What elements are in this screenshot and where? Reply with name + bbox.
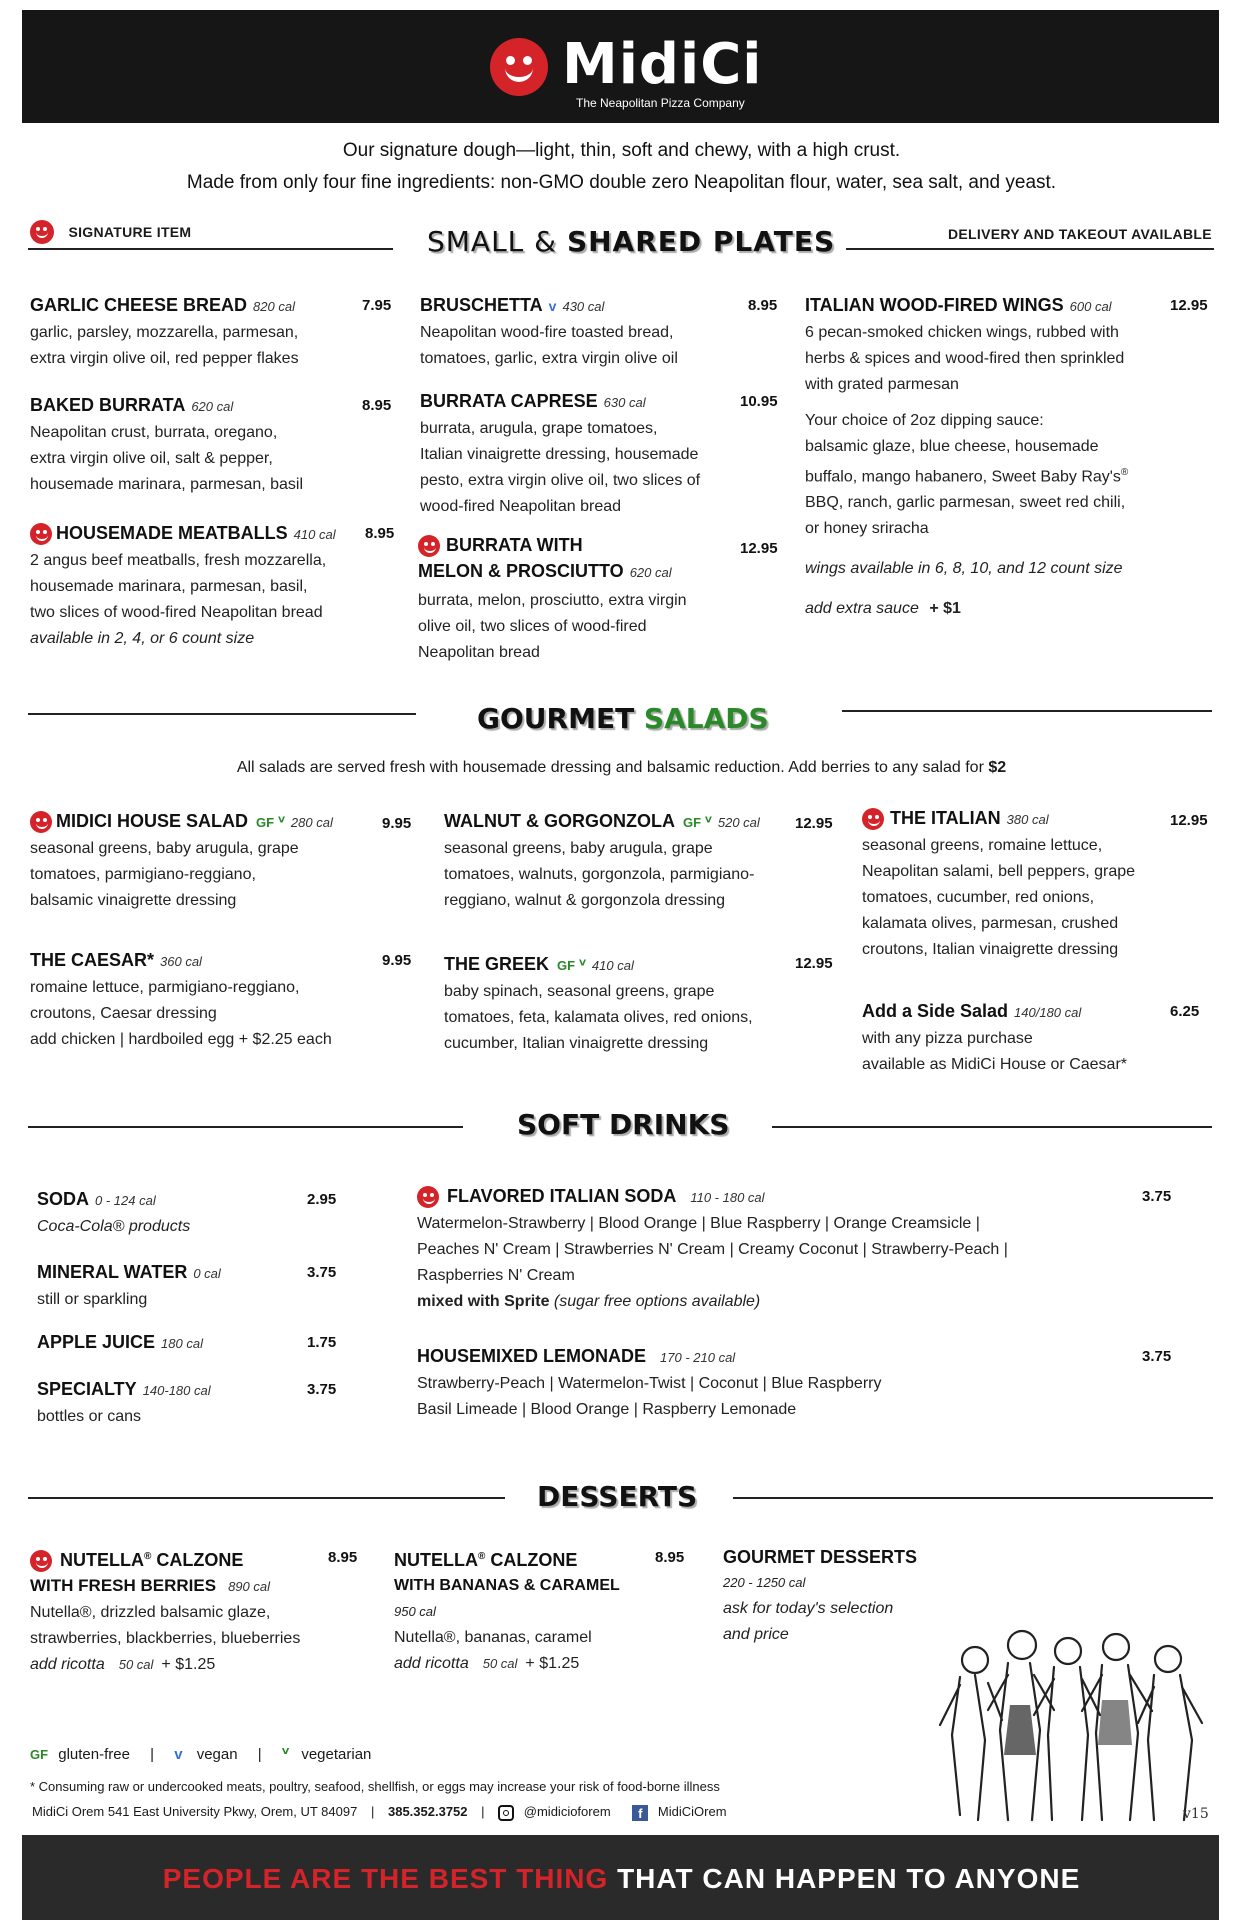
vegetarian-icon: ⱽ: [281, 1746, 290, 1763]
vegetarian-icon: ⱽ: [579, 957, 586, 973]
price: 3.75: [1142, 1348, 1172, 1365]
dietary-legend: GF gluten-free | v vegan | ⱽ vegetarian: [30, 1746, 372, 1763]
menu-item-housemade-meatballs: HOUSEMADE MEATBALLS 410 cal 2 angus beef meatballs, fresh mozzarella, housemade marinara, parmesan, basil, two slices of wood-fired Neapolitan bread available in 2, 4, or 6 count size: [30, 523, 336, 647]
vegetarian-icon: ⱽ: [705, 814, 712, 830]
divider: [28, 248, 393, 250]
signature-smiley-icon: [30, 523, 52, 545]
gluten-free-icon: GF: [557, 958, 576, 973]
smiley-logo-icon: [490, 38, 548, 96]
menu-item-baked-burrata: BAKED BURRATA 620 cal Neapolitan crust, burrata, oregano, extra virgin olive oil, salt & pepper, housemade marinara, parmesan, basil: [30, 395, 304, 493]
intro-line-1: Our signature dough—light, thin, soft and chewy, with a high crust.: [342, 140, 901, 161]
footer-slogan: PEOPLE ARE THE BEST THING THAT CAN HAPPEN TO ANYONE: [162, 1863, 1081, 1894]
salads-note: All salads are served fresh with housemade dressing and balsamic reduction. Add berries to any salad for $2: [236, 759, 1007, 776]
facebook-icon: f: [632, 1805, 648, 1821]
facebook-handle: MidiCiOrem: [657, 1804, 727, 1819]
menu-item-side-salad: Add a Side Salad 140/180 cal with any pizza purchase available as MidiCi House or Caesar*: [862, 1001, 1128, 1073]
price: 10.95: [740, 393, 778, 410]
address: MidiCi Orem 541 East University Pkwy, Orem, UT 84097: [32, 1804, 358, 1819]
signature-smiley-icon: [862, 808, 884, 830]
instagram-icon: [498, 1805, 514, 1821]
version-label: v15: [1183, 1806, 1209, 1822]
section-title-salads: GOURMET SALADS: [477, 702, 769, 735]
menu-item-italian-wood-fired-wings: ITALIAN WOOD-FIRED WINGS 600 cal 6 pecan-smoked chicken wings, rubbed with herbs & spices and wood-fired then sprinkled with grated parmesan Your choice of 2oz dipping sauce: balsamic glaze, blue cheese, housemade buffalo, mango habanero, Sweet Baby Ray's® BBQ, ranch, garlic parmesan, sweet red chili, or honey sriracha wings available in 6, 8, 10, and 12 count size add extra sauce + $1: [805, 295, 1129, 618]
menu-item-burrata-melon-prosciutto: BURRATA WITH MELON & PROSCIUTTO 620 cal burrata, melon, prosciutto, extra virgin olive oil, two slices of wood-fired Neapolitan bread: [418, 535, 687, 661]
menu-item-the-greek: THE GREEK GF ⱽ 410 cal baby spinach, seasonal greens, grape tomatoes, feta, kalamata olives, red onions, cucumber, Italian vinaigrette dressing: [444, 954, 753, 1052]
price: 12.95: [740, 540, 778, 557]
brand-tagline: The Neapolitan Pizza Company: [576, 96, 745, 110]
divider: [733, 1497, 1213, 1499]
divider: [846, 248, 1214, 250]
price: 6.25: [1170, 1003, 1200, 1020]
menu-item-burrata-caprese: BURRATA CAPRESE 630 cal burrata, arugula, grape tomatoes, Italian vinaigrette dressing, housemade pesto, extra virgin olive oil, two slices of wood-fired Neapolitan bread: [420, 391, 701, 515]
signature-smiley-icon: [30, 1550, 52, 1572]
price: 12.95: [1170, 297, 1208, 314]
section-title-desserts: DESSERTS: [537, 1480, 698, 1513]
dessert-item-gourmet-desserts: GOURMET DESSERTS 220 - 1250 cal ask for today's selection and price: [723, 1547, 918, 1643]
dessert-item-nutella-calzone-bananas: NUTELLA® CALZONE WITH BANANAS & CARAMEL 950 cal Nutella®, bananas, caramel add ricotta 50 cal + $1.25: [394, 1550, 620, 1672]
brand-name: MidiCi: [562, 32, 763, 97]
gluten-free-icon: GF: [682, 815, 702, 830]
price: 2.95: [307, 1191, 337, 1208]
phone-number: 385.352.3752: [387, 1804, 468, 1819]
drink-item-soda: SODA 0 - 124 cal Coca-Cola® products: [37, 1189, 191, 1235]
signature-smiley-icon: [418, 535, 440, 557]
price: 1.75: [307, 1334, 337, 1351]
vegan-icon: v: [174, 1746, 183, 1763]
price: 8.95: [655, 1549, 685, 1566]
section-title-small-plates: SMALL & SHARED PLATES: [427, 225, 836, 258]
menu-item-the-italian: THE ITALIAN 380 cal seasonal greens, romaine lettuce, Neapolitan salami, bell peppers, grape tomatoes, cucumber, red onions, kalamata olives, parmesan, crushed croutons, Italian vinaigrette dressing: [862, 808, 1136, 958]
intro-line-2: Made from only four fine ingredients: non-GMO double zero Neapolitan flour, water, sea salt, and yeast.: [186, 172, 1057, 193]
drink-item-flavored-italian-soda: FLAVORED ITALIAN SODA 110 - 180 cal Watermelon-Strawberry | Blood Orange | Blue Raspberry | Orange Creamsicle | Peaches N' Cream | Strawberries N' Cream | Creamy Coconut | Strawberry-Peach | Raspberries N' Cream mixed with Sprite (sugar free options available): [417, 1186, 1008, 1310]
drink-item-mineral-water: MINERAL WATER 0 cal still or sparkling: [37, 1262, 221, 1308]
delivery-note: DELIVERY AND TAKEOUT AVAILABLE: [948, 226, 1212, 242]
price: 3.75: [1142, 1188, 1172, 1205]
price: 8.95: [328, 1549, 358, 1566]
brand-logo: [490, 32, 763, 114]
contact-row: MidiCi Orem 541 East University Pkwy, Orem, UT 84097 | 385.352.3752 | @midicioforem f MidiCiOrem: [32, 1804, 727, 1821]
price: 9.95: [382, 952, 412, 969]
price: 8.95: [362, 397, 392, 414]
price: 3.75: [307, 1264, 337, 1281]
drink-item-housemixed-lemonade: HOUSEMIXED LEMONADE 170 - 210 cal Strawberry-Peach | Watermelon-Twist | Coconut | Blue Raspberry Basil Limeade | Blood Orange | Raspberry Lemonade: [417, 1346, 882, 1418]
price: 8.95: [365, 525, 395, 542]
price: 7.95: [362, 297, 392, 314]
menu-item-bruschetta: BRUSCHETTA v 430 cal Neapolitan wood-fire toasted bread, tomatoes, garlic, extra virgin olive oil: [420, 295, 678, 367]
divider: [842, 710, 1212, 712]
price: 12.95: [795, 955, 833, 972]
price: 12.95: [795, 815, 833, 832]
menu-item-midici-house-salad: MIDICI HOUSE SALAD GF ⱽ 280 cal seasonal greens, baby arugula, grape tomatoes, parmigiano-reggiano, balsamic vinaigrette dressing: [30, 811, 333, 909]
vegetarian-icon: ⱽ: [278, 814, 285, 830]
food-safety-disclaimer: * Consuming raw or undercooked meats, poultry, seafood, shellfish, or eggs may increase your risk of food-borne illness: [30, 1779, 720, 1794]
divider: [28, 1126, 463, 1128]
gluten-free-icon: GF: [256, 815, 275, 830]
divider: [772, 1126, 1212, 1128]
divider: [28, 1497, 505, 1499]
signature-smiley-icon: [30, 220, 54, 244]
drink-item-apple-juice: APPLE JUICE 180 cal: [37, 1332, 203, 1352]
drink-item-specialty: SPECIALTY 140-180 cal bottles or cans: [37, 1379, 211, 1425]
people-illustration: [930, 1615, 1215, 1830]
divider: [28, 713, 416, 715]
signature-smiley-icon: [417, 1186, 439, 1208]
gluten-free-icon: GF: [30, 1747, 49, 1762]
price: 12.95: [1170, 812, 1208, 829]
section-title-soft-drinks: SOFT DRINKS: [517, 1108, 730, 1141]
dessert-item-nutella-calzone-berries: NUTELLA® CALZONE WITH FRESH BERRIES 890 cal Nutella®, drizzled balsamic glaze, strawberries, blackberries, blueberries add ricotta 50 cal + $1.25: [30, 1550, 301, 1673]
price: 3.75: [307, 1381, 337, 1398]
instagram-handle: @midicioforem: [523, 1804, 611, 1819]
vegan-icon: v: [548, 298, 557, 314]
menu-item-garlic-cheese-bread: GARLIC CHEESE BREAD 820 cal garlic, parsley, mozzarella, parmesan, extra virgin olive oil, red pepper flakes: [30, 295, 299, 367]
signature-smiley-icon: [30, 811, 52, 833]
signature-legend: SIGNATURE ITEM: [30, 220, 191, 244]
menu-item-walnut-gorgonzola: WALNUT & GORGONZOLA GF ⱽ 520 cal seasonal greens, baby arugula, grape tomatoes, walnuts, gorgonzola, parmigiano- reggiano, walnut & gorgonzola dressing: [444, 811, 760, 909]
price: 9.95: [382, 815, 412, 832]
menu-item-the-caesar: THE CAESAR* 360 cal romaine lettuce, parmigiano-reggiano, croutons, Caesar dressing add chicken | hardboiled egg + $2.25 each: [30, 950, 332, 1048]
price: 8.95: [748, 297, 778, 314]
